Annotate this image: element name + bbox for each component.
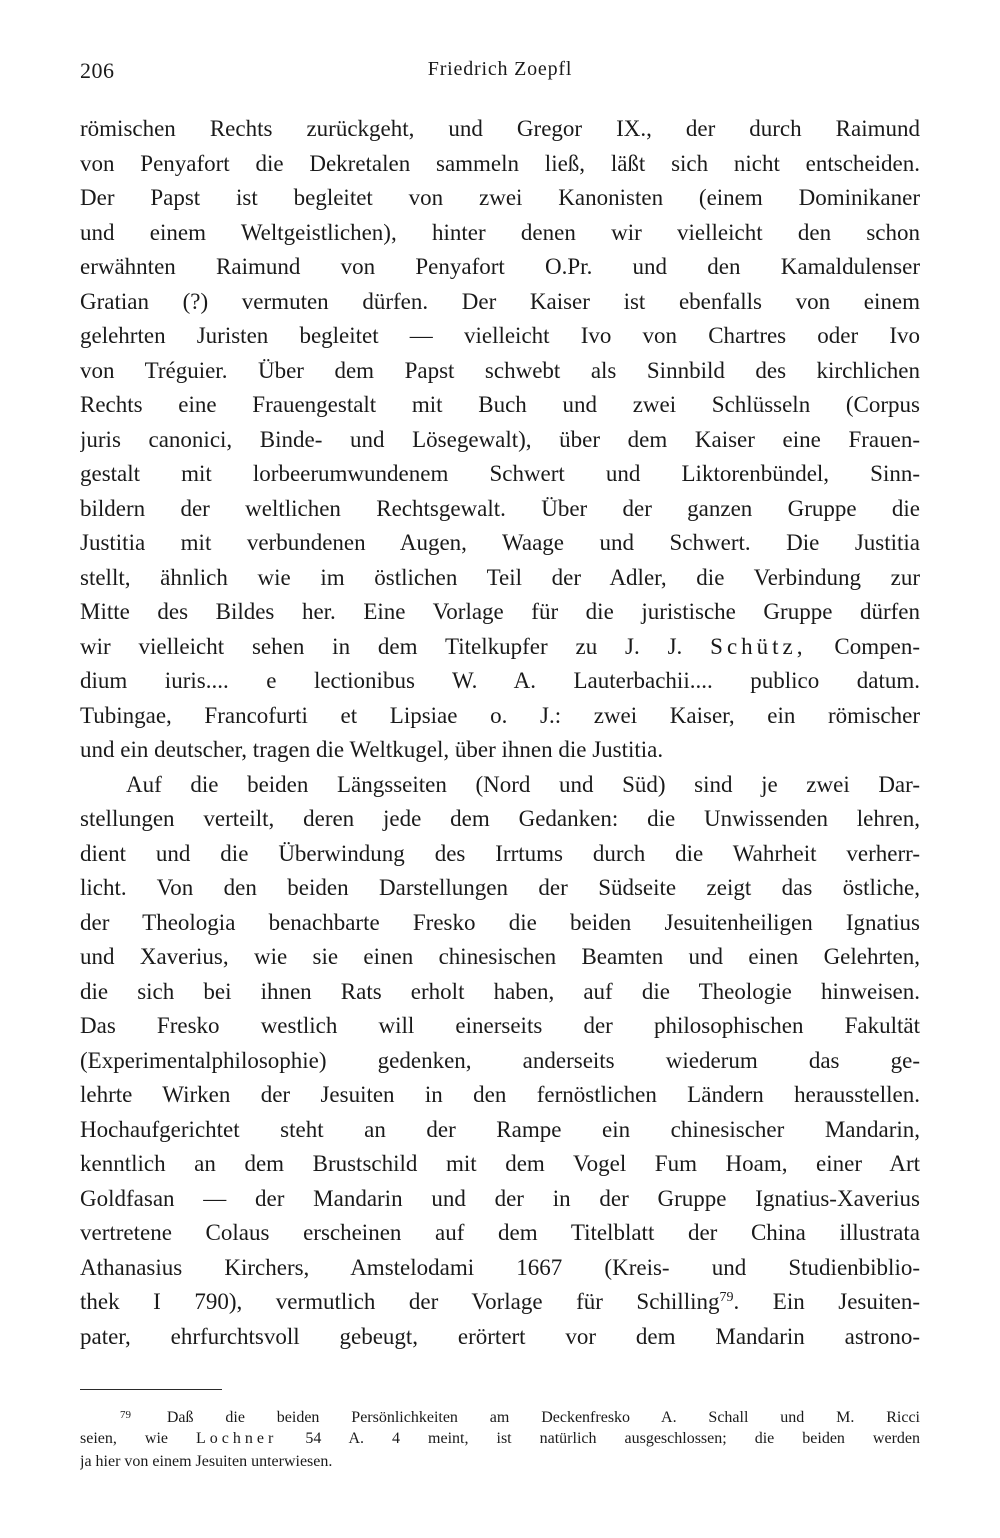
footnote-number: 79 — [120, 1409, 131, 1421]
text-line: und ein deutscher, tragen die Weltkugel, über ihnen die Justitia. — [80, 737, 664, 762]
text-line: licht. Von den beiden Darstellungen der Südseite zeigt das östliche, — [80, 875, 920, 900]
text-line: gelehrten Juristen begleitet — vielleicht Ivo von Chartres oder Ivo — [80, 323, 920, 348]
text-line: gestalt mit lorbeerumwundenem Schwert und Liktorenbündel, Sinn- — [80, 461, 920, 486]
text-segment: 54 A. 4 meint, ist natürlich ausgeschlossen; die beiden werden — [305, 1430, 920, 1447]
text-line: dient und die Überwindung des Irrtums durch die Wahrheit verherr- — [80, 840, 920, 866]
text-line: Gratian (?) vermuten dürfen. Der Kaiser ist ebenfalls von einem — [80, 288, 920, 314]
text-line: kenntlich an dem Brustschild mit dem Vogel Fum Hoam, einer Art — [80, 1151, 920, 1176]
text-line: lehrte Wirken der Jesuiten in den fernöstlichen Ländern herausstellen. — [80, 1082, 920, 1107]
text-segment: Daß die beiden Persönlichkeiten am Deckenfresko A. Schall und M. Ricci — [166, 1409, 920, 1426]
text-line — [80, 630, 920, 665]
text-line: dium iuris.... e lectionibus W. A. Lauterbachii.... publico datum. — [80, 668, 920, 693]
text-line: Athanasius Kirchers, Amstelodami 1667 (Kreis- und Studienbiblio- — [80, 1254, 920, 1280]
text-line: vertretene Colaus erscheinen auf dem Titelblatt der China illustrata — [80, 1220, 920, 1245]
footnote-divider — [80, 1389, 222, 1390]
text-line: die sich bei ihnen Rats erholt haben, auf die Theologie hinweisen. — [80, 978, 920, 1004]
text-line: erwähnten Raimund von Penyafort O.Pr. und den Kamaldulenser — [80, 254, 920, 279]
page-header — [80, 58, 920, 88]
text-line: juris canonici, Binde- und Lösegewalt), über dem Kaiser eine Frauen- — [80, 426, 920, 452]
text-segment: wir vielleicht sehen in dem Titelkupfer zu J. J. — [80, 633, 683, 659]
text-line: bildern der weltlichen Rechtsgewalt. Über der ganzen Gruppe die — [80, 495, 920, 521]
footnote-block — [80, 1404, 920, 1473]
text-line: stellt, ähnlich wie im östlichen Teil der Adler, die Verbindung zur — [80, 564, 920, 590]
text-line: Goldfasan — der Mandarin und der in der Gruppe Ignatius-Xaverius — [80, 1185, 920, 1211]
text-line: von Penyafort die Dekretalen sammeln ließ, läßt sich nicht entscheiden. — [80, 150, 920, 176]
main-text — [80, 112, 920, 1354]
page-number: 206 — [80, 58, 115, 83]
text-line: Auf die beiden Längsseiten (Nord und Süd) sind je zwei Dar- — [126, 771, 920, 797]
text-segment: Compen- — [834, 633, 920, 659]
author-name-spaced: Lochner — [196, 1430, 278, 1447]
text-segment: . Ein Jesuiten- — [733, 1289, 920, 1314]
author-name-spaced: Schütz, — [710, 633, 807, 659]
text-line: römischen Rechts zurückgeht, und Gregor IX., der durch Raimund — [80, 116, 920, 141]
text-line: und einem Weltgeistlichen), hinter denen wir vielleicht den schon — [80, 219, 920, 245]
text-line: der Theologia benachbarte Fresko die beiden Jesuitenheiligen Ignatius — [80, 909, 920, 935]
text-line: Rechts eine Frauengestalt mit Buch und zwei Schlüsseln (Corpus — [80, 392, 920, 417]
text-line: Mitte des Bildes her. Eine Vorlage für die juristische Gruppe dürfen — [80, 599, 920, 624]
running-title: Friedrich Zoepfl — [427, 58, 573, 80]
text-line: Das Fresko westlich will einerseits der philosophischen Fakultät — [80, 1013, 920, 1038]
footnote-reference[interactable]: 79 — [719, 1290, 734, 1305]
footnote-line — [80, 1404, 920, 1427]
text-line: von Tréguier. Über dem Papst schwebt als Sinnbild des kirchlichen — [80, 357, 920, 383]
text-line: und Xaverius, wie sie einen chinesischen Beamten und einen Gelehrten, — [80, 944, 920, 969]
text-line: Justitia mit verbundenen Augen, Waage und Schwert. Die Justitia — [80, 530, 920, 555]
text-segment: thek I 790), vermutlich der Vorlage für Schilling — [80, 1289, 720, 1314]
text-line: Tubingae, Francofurti et Lipsiae o. J.: zwei Kaiser, ein römischer — [80, 702, 920, 728]
text-line: stellungen verteilt, deren jede dem Gedanken: die Unwissenden lehren, — [80, 806, 920, 831]
text-line: Der Papst ist begleitet von zwei Kanonisten (einem Dominikaner — [80, 185, 920, 210]
text-segment: seien, wie — [80, 1430, 168, 1447]
text-line — [80, 1285, 920, 1320]
text-line: (Experimentalphilosophie) gedenken, anderseits wiederum das ge- — [80, 1047, 920, 1073]
footnote-line — [80, 1427, 920, 1450]
footnote-line: ja hier von einem Jesuiten unterwiesen. — [80, 1453, 333, 1470]
text-line: pater, ehrfurchtsvoll gebeugt, erörtert vor dem Mandarin astrono- — [80, 1323, 920, 1349]
text-line: Hochaufgerichtet steht an der Rampe ein chinesischer Mandarin, — [80, 1116, 920, 1142]
